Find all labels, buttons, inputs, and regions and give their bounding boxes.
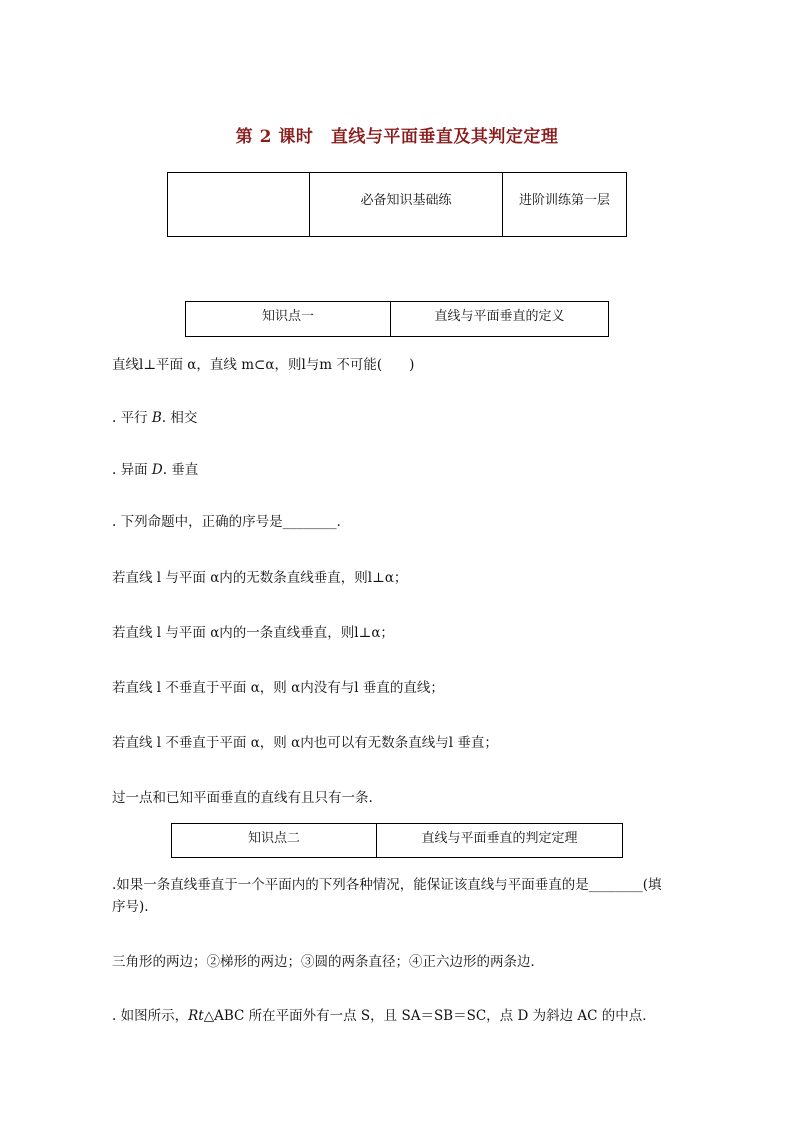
- option-c: . 异面: [112, 462, 152, 478]
- header-cell-empty: [168, 173, 310, 236]
- header-cell-basic-practice: 必备知识基础练: [310, 173, 503, 236]
- question-2-item: 过一点和已知平面垂直的直线有且只有一条.: [112, 790, 373, 806]
- question-2-item: 若直线 l 与平面 α内的无数条直线垂直，则l⊥α；: [112, 570, 408, 586]
- question-1-stem: 直线l⊥平面 α，直线 m⊂α，则l与m 不可能( ): [112, 357, 415, 373]
- question-2-stem: . 下列命题中，正确的序号是________．: [112, 514, 351, 530]
- question-4-stem: [112, 1007, 656, 1025]
- header-cell-advanced-training: 进阶训练第一层: [518, 193, 610, 208]
- question-4-text: △ABC 所在平面外有一点 S，且 SA＝SB＝SC，点 D 为斜边 AC 的中点．: [203, 1008, 656, 1024]
- question-2-item: 若直线 l 不垂直于平面 α，则 α内没有与l 垂直的直线；: [112, 680, 444, 696]
- question-4-rt: Rt: [188, 1008, 204, 1024]
- question-1-options-ab: [112, 409, 197, 427]
- header-table: [167, 172, 627, 237]
- option-d: . 垂直: [162, 462, 199, 478]
- option-b: . 相交: [161, 410, 198, 426]
- option-a: . 平行: [112, 410, 152, 426]
- question-3-stem-line1: .如果一条直线垂直于一个平面内的下列各种情况，能保证该直线与平面垂直的是________(填: [112, 877, 662, 893]
- question-3-options: 三角形的两边；②梯形的两边；③圆的两条直径；④正六边形的两条边．: [112, 954, 544, 970]
- question-2-item: 若直线 l 与平面 α内的一条直线垂直，则l⊥α；: [112, 625, 394, 641]
- question-4-prefix: . 如图所示，: [112, 1008, 189, 1024]
- knowledge-point-2-label: 知识点二: [172, 824, 377, 857]
- option-b-letter: B: [151, 410, 162, 426]
- page-title: 第 2 课时 直线与平面垂直及其判定定理: [235, 127, 559, 147]
- knowledge-point-1-table: [185, 301, 609, 337]
- question-1-options-cd: [112, 461, 198, 479]
- knowledge-point-2-table: [171, 823, 623, 858]
- knowledge-point-1-topic: 直线与平面垂直的定义: [434, 309, 565, 324]
- question-3-stem-line2: 序号).: [112, 899, 149, 915]
- question-2-item: 若直线 l 不垂直于平面 α，则 α内也可以有无数条直线与l 垂直；: [112, 735, 498, 751]
- option-d-letter: D: [151, 462, 163, 478]
- knowledge-point-2-topic: 直线与平面垂直的判定定理: [421, 831, 578, 846]
- knowledge-point-1-label: 知识点一: [186, 302, 391, 336]
